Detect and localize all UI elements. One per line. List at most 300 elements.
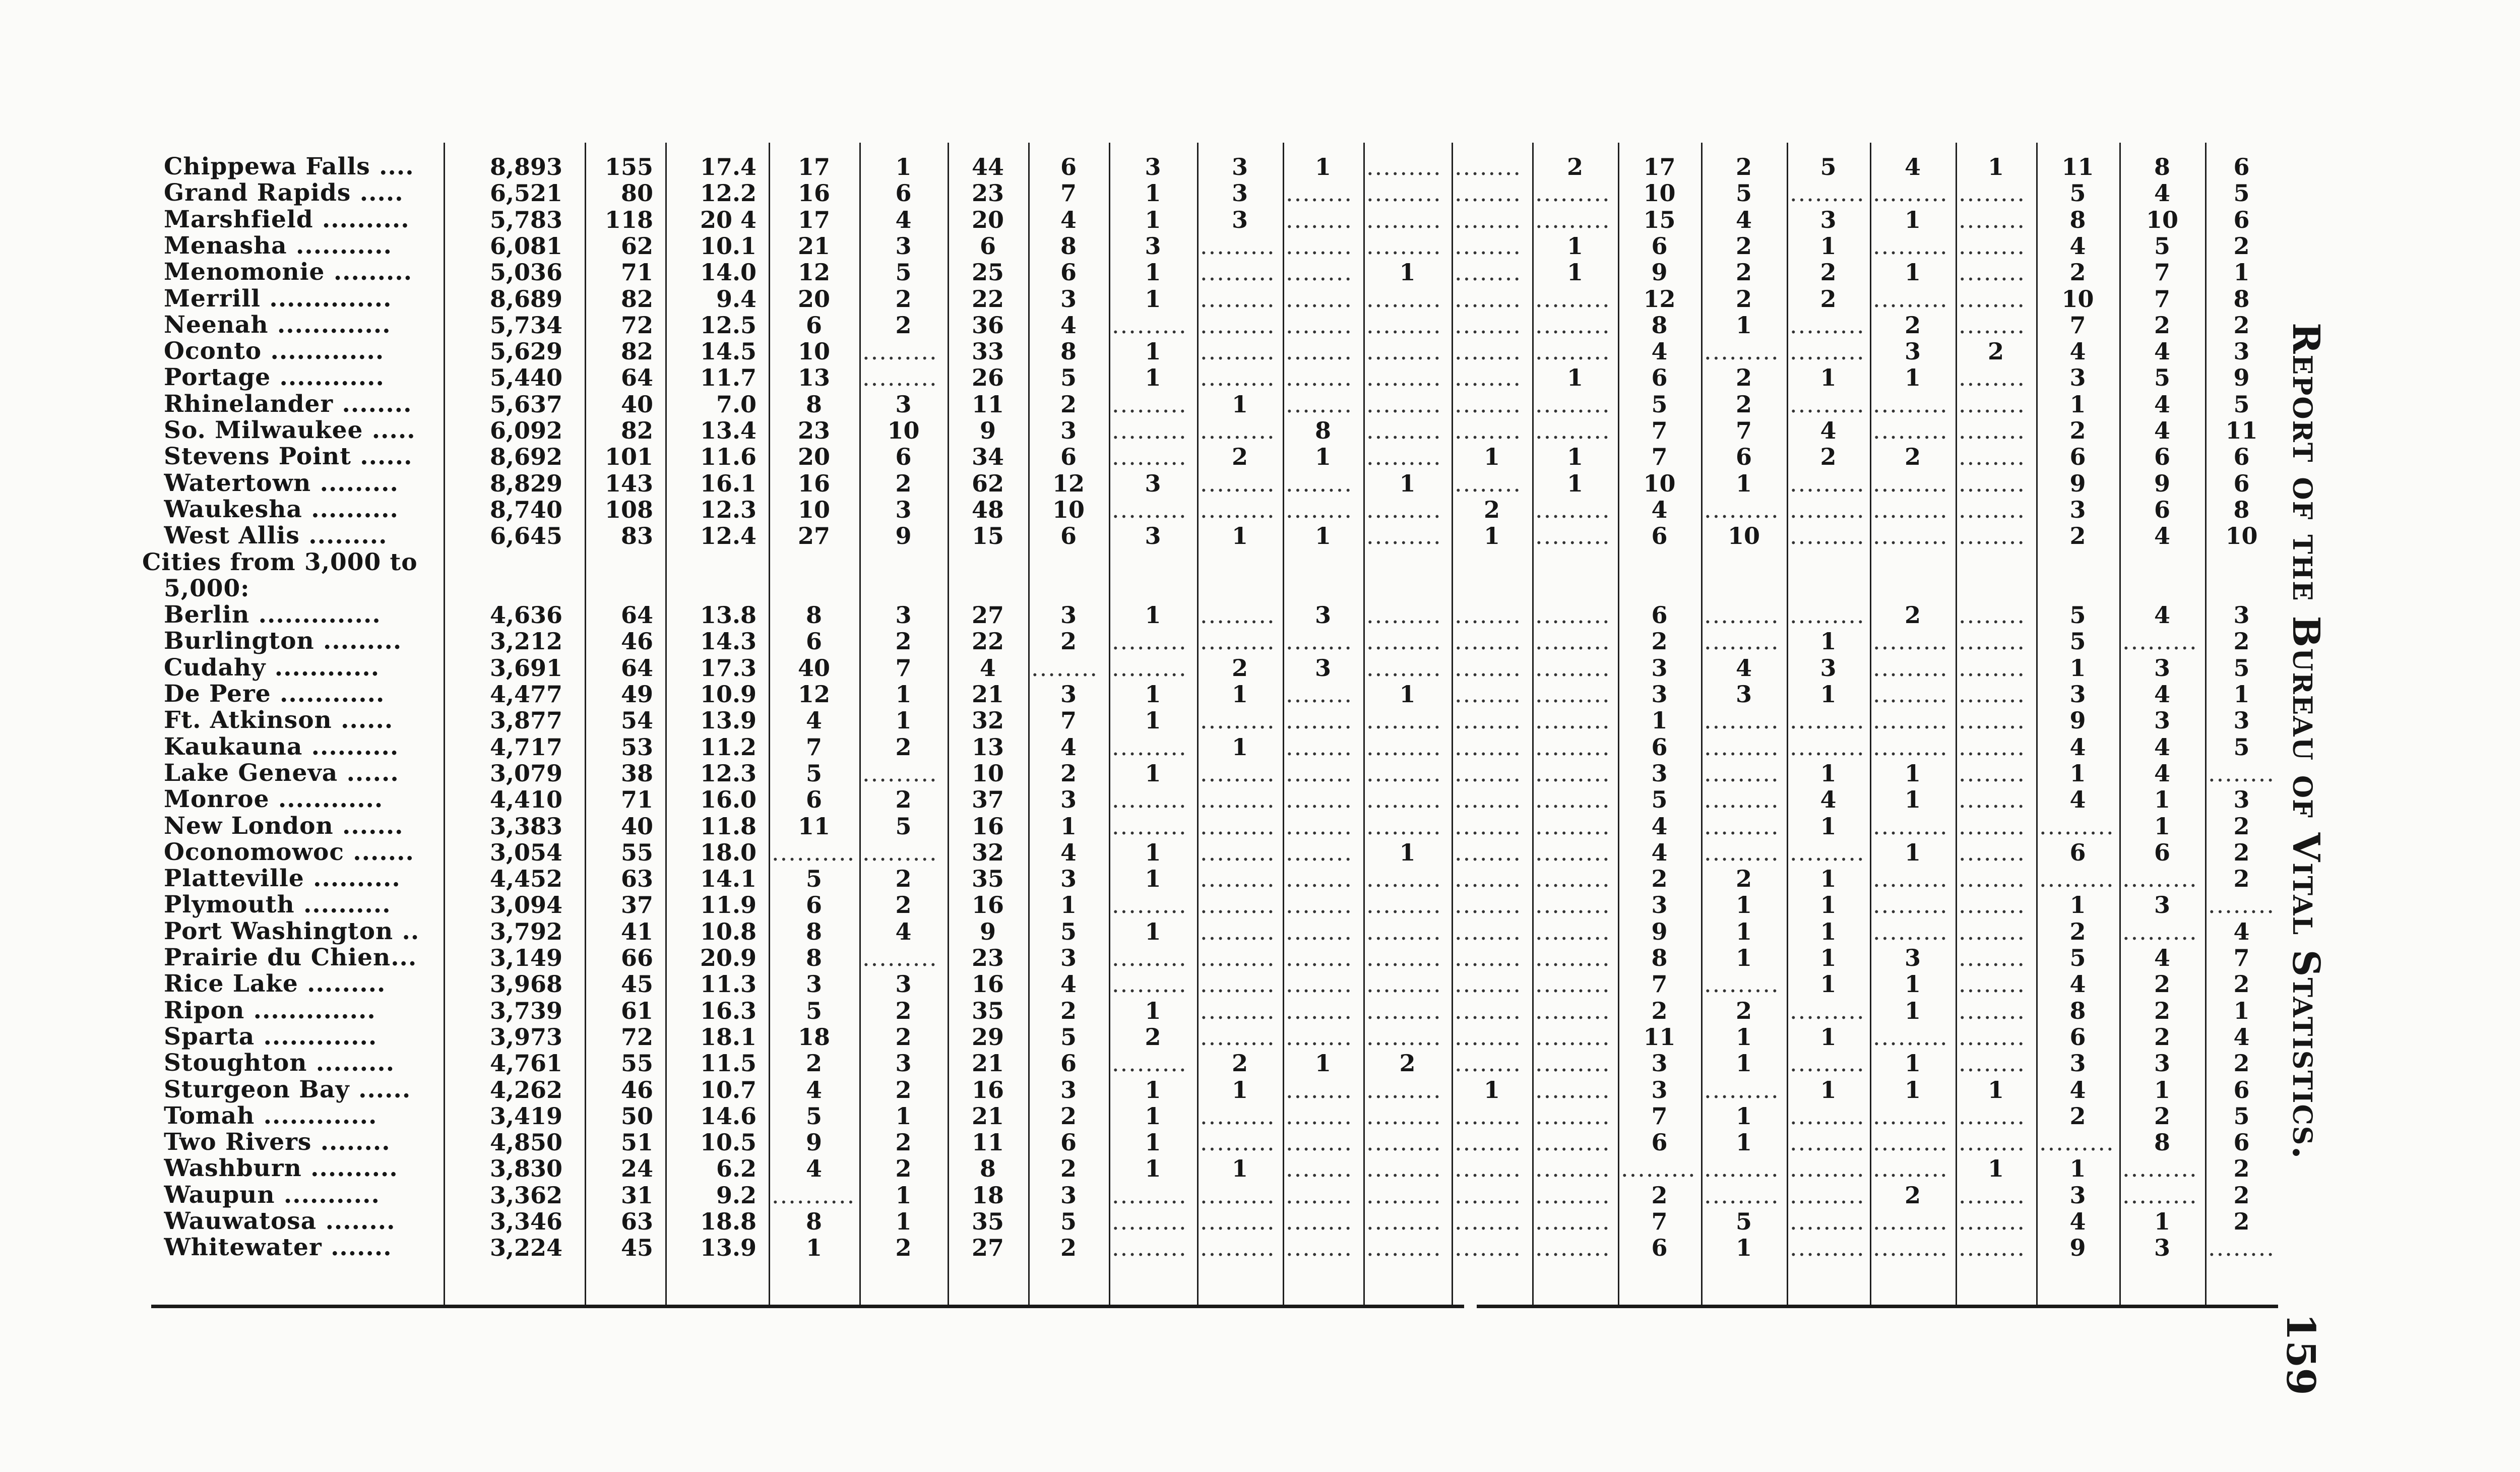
table-cell: 1	[1735, 1129, 1752, 1156]
table-cell: 13.4	[700, 417, 757, 444]
table-cell: 8	[2233, 285, 2250, 312]
table-cell: 5	[2233, 733, 2250, 760]
table-cell: 6	[1060, 444, 1077, 470]
table-cell: 1	[1231, 733, 1248, 760]
table-cell: 4	[2154, 733, 2170, 760]
table-cell: 1	[1399, 259, 1416, 286]
table-cell: 7	[2233, 945, 2250, 971]
table-cell: 5	[2233, 1102, 2250, 1129]
table-cell: ........	[1959, 1235, 2026, 1261]
table-cell: 2	[1651, 628, 1668, 655]
table-cell: .........	[1535, 839, 1611, 866]
table-row	[0, 707, 2278, 733]
table-cell: 4	[805, 1076, 822, 1103]
table-cell: 37	[971, 786, 1004, 813]
table-cell: 6	[2069, 839, 2086, 866]
table-cell: 35	[971, 866, 1004, 892]
table-cell: 6	[2069, 444, 2086, 470]
table-cell: ........	[1286, 1129, 1353, 1156]
table-cell: 12.5	[700, 312, 757, 338]
table-cell: 63	[620, 1208, 653, 1235]
table-cell: 2	[895, 866, 912, 892]
table-cell: 9	[895, 523, 912, 549]
table-cell: .........	[1535, 1102, 1611, 1129]
table-cell: .........	[1200, 496, 1276, 523]
table-cell: ........	[1286, 733, 1353, 760]
city-name: West Allis .........	[164, 523, 388, 549]
table-cell: ........	[1286, 892, 1353, 918]
table-cell: .........	[1535, 918, 1611, 945]
table-cell: 1	[1820, 681, 1837, 707]
table-row	[0, 312, 2278, 338]
table-cell: .........	[1200, 1235, 1276, 1261]
table-cell: 8	[2069, 206, 2086, 233]
table-cell: 35	[971, 997, 1004, 1024]
table-cell: .........	[862, 760, 938, 786]
table-row	[0, 786, 2278, 813]
table-cell: .........	[862, 839, 938, 866]
table-cell: .........	[1704, 971, 1780, 998]
table-cell: .........	[1366, 997, 1442, 1024]
table-cell: 6	[805, 892, 822, 918]
table-cell: 7	[1060, 180, 1077, 207]
table-cell: 4	[1651, 496, 1668, 523]
table-cell: 4	[1060, 733, 1077, 760]
table-cell: .........	[1704, 813, 1780, 839]
table-cell: 20	[971, 206, 1004, 233]
table-cell: 1	[1483, 444, 1500, 470]
table-cell: .........	[1366, 206, 1442, 233]
table-cell: .........	[1200, 285, 1276, 312]
table-cell: .........	[1704, 628, 1780, 655]
table-cell: 3	[895, 496, 912, 523]
table-cell: 2	[1399, 1050, 1416, 1077]
table-cell: .........	[1366, 312, 1442, 338]
table-cell: ........	[1286, 813, 1353, 839]
table-cell: 2	[2233, 312, 2250, 338]
table-cell: .........	[1200, 918, 1276, 945]
table-row	[0, 233, 2278, 259]
table-cell: ........	[1286, 232, 1353, 259]
table-cell: .........	[1535, 523, 1611, 549]
table-cell: 21	[797, 232, 830, 259]
table-cell: 4,262	[489, 1076, 562, 1103]
table-cell: 1	[895, 707, 912, 734]
table-cell: .........	[1366, 285, 1442, 312]
table-cell: 11	[971, 391, 1004, 417]
table-cell: .........	[1535, 654, 1611, 681]
table-cell: 1	[1904, 1076, 1921, 1103]
table-row	[0, 364, 2278, 391]
table-cell: .........	[1790, 470, 1865, 497]
table-cell: 37	[620, 892, 653, 918]
table-row	[0, 497, 2278, 523]
table-cell: 1	[2069, 391, 2086, 417]
table-cell: .........	[1535, 1129, 1611, 1156]
table-cell: 2	[1735, 259, 1752, 286]
table-cell: ........	[1286, 1102, 1353, 1129]
table-cell: 2	[895, 786, 912, 813]
table-cell: .........	[1200, 602, 1276, 629]
table-cell: .........	[2039, 1129, 2115, 1156]
table-cell: .........	[1112, 813, 1187, 839]
table-cell: 8	[2154, 154, 2170, 180]
table-cell: 4	[1735, 654, 1752, 681]
table-cell: 2	[2154, 1102, 2170, 1129]
table-cell: 40	[620, 813, 653, 839]
table-cell: ........	[1959, 444, 2026, 470]
city-name: Wauwatosa ........	[164, 1208, 396, 1235]
table-cell: .........	[1366, 391, 1442, 417]
table-cell: 3	[895, 391, 912, 417]
table-cell: 10	[971, 760, 1004, 786]
table-cell: 64	[620, 602, 653, 629]
bottom-rule	[151, 1305, 1464, 1308]
table-cell: .........	[1873, 707, 1948, 734]
table-cell: 24	[620, 1155, 653, 1182]
table-cell: 1	[1820, 1023, 1837, 1050]
table-cell: 3	[2069, 496, 2086, 523]
table-cell: 6	[805, 628, 822, 655]
table-cell: 7	[1735, 417, 1752, 444]
table-cell: .........	[1790, 1129, 1865, 1156]
table-cell: 16.1	[700, 470, 757, 497]
table-cell: .........	[1704, 760, 1780, 786]
table-cell: .........	[1200, 470, 1276, 497]
table-cell: .........	[1535, 892, 1611, 918]
table-cell: 2	[1060, 628, 1077, 655]
table-cell: 1	[1399, 681, 1416, 707]
table-cell: 1	[1231, 1076, 1248, 1103]
table-cell: ........	[1286, 1182, 1353, 1208]
table-cell: 82	[620, 285, 653, 312]
table-cell: 2	[1735, 364, 1752, 391]
table-cell: 1	[1060, 892, 1077, 918]
city-name: Sturgeon Bay ......	[164, 1076, 411, 1103]
table-cell: 3	[1904, 945, 1921, 971]
table-cell: 1	[1314, 154, 1331, 180]
table-cell: 8	[805, 1208, 822, 1235]
table-cell: ........	[1959, 760, 2026, 786]
table-cell: 3,212	[489, 628, 562, 655]
table-cell: 8,692	[489, 444, 562, 470]
table-cell: 1	[1231, 391, 1248, 417]
table-cell: 11.5	[700, 1050, 757, 1077]
table-cell: 1	[2233, 259, 2250, 286]
table-cell: ........	[1959, 602, 2026, 629]
table-cell: 13	[797, 364, 830, 391]
table-cell: 9	[2154, 470, 2170, 497]
table-cell: .........	[1366, 338, 1442, 365]
table-cell: .........	[1535, 1208, 1611, 1235]
table-cell: 1	[1399, 839, 1416, 866]
city-name: Watertown .........	[164, 470, 399, 497]
table-cell: 2	[895, 997, 912, 1024]
table-row	[0, 734, 2278, 760]
table-cell: .........	[1535, 496, 1611, 523]
table-cell: .........	[1366, 813, 1442, 839]
table-cell: .........	[1200, 259, 1276, 286]
table-row	[0, 154, 2278, 180]
table-cell: 31	[620, 1182, 653, 1208]
table-cell: 8	[2233, 496, 2250, 523]
table-cell: .........	[1535, 391, 1611, 417]
table-cell: 9	[1651, 259, 1668, 286]
table-cell: 72	[620, 312, 653, 338]
table-row	[0, 1103, 2278, 1129]
table-cell: 2	[2069, 918, 2086, 945]
table-cell: 4	[2154, 602, 2170, 629]
table-cell: 50	[620, 1102, 653, 1129]
table-cell: 3	[1145, 523, 1161, 549]
city-name: 5,000:	[164, 575, 250, 602]
table-cell: 1	[1735, 1050, 1752, 1077]
table-cell: 6	[805, 312, 822, 338]
table-cell: .........	[1200, 1023, 1276, 1050]
table-cell: .........	[1112, 417, 1187, 444]
table-cell: ........	[1959, 1023, 2026, 1050]
table-cell: 3	[1145, 232, 1161, 259]
table-cell: 4	[2154, 681, 2170, 707]
table-cell: .........	[1790, 1182, 1865, 1208]
table-cell: .........	[2039, 866, 2115, 892]
table-cell: .........	[1790, 312, 1865, 338]
table-cell: 11.7	[700, 364, 757, 391]
table-cell: 3	[2233, 786, 2250, 813]
table-cell: ........	[1455, 786, 1522, 813]
table-cell: 1	[1735, 918, 1752, 945]
table-cell: 6	[1651, 364, 1668, 391]
table-cell: 82	[620, 417, 653, 444]
table-cell: .........	[1535, 866, 1611, 892]
table-cell: 10	[887, 417, 920, 444]
table-cell: 40	[797, 654, 830, 681]
table-cell: 2	[2233, 1050, 2250, 1077]
table-cell: .........	[1112, 312, 1187, 338]
table-cell: 1	[1735, 1102, 1752, 1129]
table-cell: 16	[971, 813, 1004, 839]
table-row	[0, 207, 2278, 233]
table-cell: 1	[1145, 1076, 1161, 1103]
table-cell: .........	[1873, 470, 1948, 497]
table-cell: 2	[895, 733, 912, 760]
city-name: Whitewater .......	[164, 1235, 392, 1261]
table-cell: 11.6	[700, 444, 757, 470]
table-cell: .........	[1366, 364, 1442, 391]
table-cell: 2	[2154, 1023, 2170, 1050]
table-cell: .........	[1366, 945, 1442, 971]
table-cell: 101	[604, 444, 653, 470]
table-cell: 11	[2225, 417, 2258, 444]
table-cell: 6	[1651, 602, 1668, 629]
table-cell: 62	[971, 470, 1004, 497]
table-cell: ........	[1959, 997, 2026, 1024]
table-cell: 1	[1145, 1102, 1161, 1129]
table-cell: 2	[1987, 338, 2004, 365]
table-cell: ........	[1286, 1235, 1353, 1261]
table-cell: .........	[1366, 918, 1442, 945]
table-cell: ........	[1959, 285, 2026, 312]
table-cell: 2	[1904, 602, 1921, 629]
table-cell: 4	[805, 1155, 822, 1182]
table-row	[0, 259, 2278, 285]
table-cell: 6	[1060, 154, 1077, 180]
city-name: Kaukauna ..........	[164, 733, 399, 760]
table-cell: 18.8	[700, 1208, 757, 1235]
table-cell: .........	[1366, 866, 1442, 892]
table-cell: 9.4	[716, 285, 757, 312]
table-cell: .........	[1200, 1102, 1276, 1129]
table-cell: ........	[1286, 338, 1353, 365]
table-cell: 2	[2233, 813, 2250, 839]
table-cell: .........	[1535, 707, 1611, 734]
table-cell: 1	[1987, 1155, 2004, 1182]
table-cell: 55	[620, 839, 653, 866]
table-cell: 21	[971, 1050, 1004, 1077]
table-cell: 3	[1060, 786, 1077, 813]
table-cell: .........	[1535, 1235, 1611, 1261]
table-cell: .........	[1366, 232, 1442, 259]
table-cell: 3	[2233, 602, 2250, 629]
table-cell: ........	[2208, 760, 2275, 786]
table-cell: 1	[2069, 654, 2086, 681]
table-cell: .........	[1704, 496, 1780, 523]
table-cell: 3	[2154, 1050, 2170, 1077]
table-cell: ........	[1455, 628, 1522, 655]
table-cell: 3	[895, 971, 912, 998]
table-cell: .........	[1366, 786, 1442, 813]
table-cell: 4,477	[489, 681, 562, 707]
table-cell: 20 4	[700, 206, 757, 233]
table-cell: 2	[2154, 312, 2170, 338]
table-cell: 2	[1735, 285, 1752, 312]
table-cell: 3	[1060, 602, 1077, 629]
table-cell: .........	[1366, 1076, 1442, 1103]
table-cell: ........	[1286, 496, 1353, 523]
table-cell: .........	[1535, 733, 1611, 760]
table-cell: 2	[2069, 523, 2086, 549]
table-cell: 4	[1820, 786, 1837, 813]
table-cell: 5,440	[489, 364, 562, 391]
table-cell: ........	[1959, 417, 2026, 444]
table-cell: .........	[1873, 1155, 1948, 1182]
table-cell: 10.5	[700, 1129, 757, 1156]
table-cell: .........	[1873, 1023, 1948, 1050]
table-cell: 2	[2154, 971, 2170, 998]
table-cell: .........	[1535, 206, 1611, 233]
table-cell: 8	[805, 945, 822, 971]
table-cell: ........	[1455, 892, 1522, 918]
table-cell: 7	[2069, 312, 2086, 338]
table-cell: 2	[2233, 232, 2250, 259]
table-cell: ........	[1455, 918, 1522, 945]
table-cell: ........	[1286, 918, 1353, 945]
table-cell: ..........	[772, 1182, 856, 1208]
table-cell: 4,717	[489, 733, 562, 760]
table-cell: 14.0	[700, 259, 757, 286]
city-name: Waupun ...........	[164, 1182, 380, 1208]
table-cell: 2	[1060, 1155, 1077, 1182]
table-cell: 82	[620, 338, 653, 365]
table-cell: 5	[2233, 391, 2250, 417]
table-cell: 45	[620, 1235, 653, 1261]
table-cell: 8	[805, 391, 822, 417]
city-name: Rice Lake .........	[164, 971, 386, 998]
table-cell: .........	[1535, 1023, 1611, 1050]
table-cell: .........	[1535, 813, 1611, 839]
table-cell: ........	[1455, 391, 1522, 417]
table-cell: ........	[1959, 892, 2026, 918]
table-cell: 11	[797, 813, 830, 839]
table-cell: 1	[1145, 1155, 1161, 1182]
table-cell: .........	[1790, 707, 1865, 734]
table-cell: 1	[2154, 786, 2170, 813]
table-cell: 1	[2154, 1076, 2170, 1103]
table-cell: .........	[2122, 628, 2198, 655]
table-cell: ........	[1455, 813, 1522, 839]
table-cell: 12	[797, 681, 830, 707]
table-cell: 80	[620, 180, 653, 207]
table-cell: 1	[1820, 628, 1837, 655]
city-name: Berlin ..............	[164, 602, 381, 629]
table-cell: 6	[1060, 523, 1077, 549]
table-cell: 8	[1651, 312, 1668, 338]
table-cell: 3	[2069, 1182, 2086, 1208]
table-cell: 4	[2069, 1076, 2086, 1103]
table-cell: 6	[979, 232, 996, 259]
table-cell: .........	[1200, 707, 1276, 734]
table-cell: .........	[1112, 786, 1187, 813]
city-name: Sparta .............	[164, 1023, 377, 1050]
table-cell: ........	[1455, 232, 1522, 259]
table-cell: 6,081	[489, 232, 562, 259]
table-cell: ........	[1959, 654, 2026, 681]
city-name: So. Milwaukee .....	[164, 417, 416, 444]
table-cell: ........	[1959, 707, 2026, 734]
table-cell: 8,740	[489, 496, 562, 523]
table-cell: .........	[1535, 628, 1611, 655]
table-cell: 2	[1735, 997, 1752, 1024]
table-cell: 6	[2069, 1023, 2086, 1050]
table-cell: 6	[805, 786, 822, 813]
table-cell: 1	[895, 1182, 912, 1208]
table-cell: .........	[1200, 866, 1276, 892]
city-name: Washburn ..........	[164, 1155, 398, 1182]
table-cell: 4	[2069, 971, 2086, 998]
table-cell: .........	[2122, 1182, 2198, 1208]
table-cell: 3	[2069, 1050, 2086, 1077]
table-cell: 2	[2154, 997, 2170, 1024]
table-cell: .........	[1200, 813, 1276, 839]
table-cell: .........	[1200, 971, 1276, 998]
table-cell: .........	[2039, 813, 2115, 839]
table-cell: 1	[1735, 892, 1752, 918]
table-cell: 3	[2154, 892, 2170, 918]
table-cell: 2	[2069, 417, 2086, 444]
table-cell: 7.0	[716, 391, 757, 417]
table-cell: 1	[1904, 259, 1921, 286]
city-name: Menasha ...........	[164, 232, 392, 259]
table-row	[0, 1235, 2278, 1261]
table-cell: 2	[895, 1129, 912, 1156]
table-cell: 5,036	[489, 259, 562, 286]
table-cell: ........	[1455, 470, 1522, 497]
table-cell: 1	[805, 1235, 822, 1261]
table-cell: 10	[1052, 496, 1085, 523]
table-cell: 1	[1566, 470, 1583, 497]
table-cell: 2	[895, 1076, 912, 1103]
table-cell: .........	[1366, 1182, 1442, 1208]
